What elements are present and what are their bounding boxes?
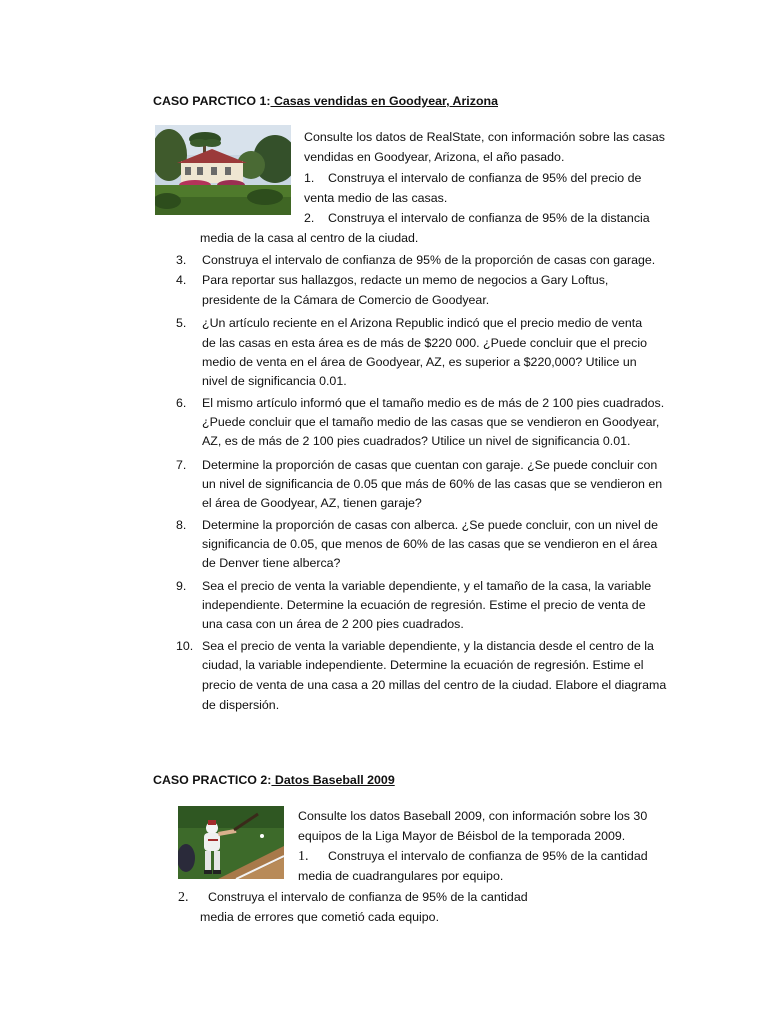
case1-item-7-line-3: el área de Goodyear, AZ, tienen garaje? <box>202 496 422 510</box>
case2-item-1-line-1: Construya el intervalo de confianza de 95% de la cantidad <box>328 849 648 863</box>
case1-item-5-line-1: ¿Un artículo reciente en el Arizona Republic indicó que el precio medio de venta <box>202 316 643 330</box>
case1-item-5-line-3: medio de venta en el área de Goodyear, AZ, es superior a $220,000? Utilice un <box>202 355 637 369</box>
case2-item-1-number: 1. <box>298 849 309 864</box>
case1-item-3-line-1: Construya el intervalo de confianza de 95% de la proporción de casas con garage. <box>202 253 656 267</box>
case1-heading-title: Casas vendidas en Goodyear, Arizona <box>270 94 498 108</box>
case1-item-6-line-1: El mismo artículo informó que el tamaño medio es de más de 2 100 pies cuadrados. <box>202 396 665 410</box>
baseball-photo <box>178 806 284 879</box>
case2-intro-line-2: equipos de la Liga Mayor de Béisbol de la temporada 2009. <box>298 829 626 843</box>
case1-item-10-line-2: ciudad, la variable independiente. Determine la ecuación de regresión. Estime el <box>202 658 644 672</box>
case1-item-9-number: 9. <box>176 579 187 593</box>
house-photo <box>155 125 291 215</box>
case1-item-6-number: 6. <box>176 396 187 410</box>
case2-item-2-number: 2. <box>178 890 189 905</box>
case2-intro-line-1: Consulte los datos Baseball 2009, con información sobre los 30 <box>298 809 648 823</box>
case1-intro-line-1: Consulte los datos de RealState, con información sobre las casas <box>304 130 665 144</box>
case2-item-1 <box>298 846 648 867</box>
case1-item-10-line-4: de dispersión. <box>202 698 280 712</box>
case1-item-10-line-3: precio de venta de una casa a 20 millas del centro de la ciudad. Elabore el diagrama <box>202 678 667 692</box>
case1-item-7-line-2: un nivel de significancia de 0.05 que más de 60% de las casas que se vendieron en <box>202 477 663 491</box>
case2-item-2-line-1: Construya el intervalo de confianza de 95% de la cantidad <box>208 890 528 904</box>
case1-item-7-number: 7. <box>176 458 187 472</box>
case1-item-5-line-2: de las casas en esta área es de más de $220 000. ¿Puede concluir que el precio <box>202 336 647 350</box>
case1-item-10-line-1: Sea el precio de venta la variable dependiente, y la distancia desde el centro de la <box>202 639 654 653</box>
case1-item-9-line-2: independiente. Determine la ecuación de regresión. Estime el precio de venta de <box>202 598 646 612</box>
case1-item-4-number: 4. <box>176 273 187 287</box>
case1-item-2-line-2: media de la casa al centro de la ciudad. <box>200 231 419 245</box>
case2-item-1-line-2: media de cuadrangulares por equipo. <box>298 869 504 883</box>
case1-item-10-number: 10. <box>176 639 194 653</box>
case1-item-5-number: 5. <box>176 316 187 330</box>
case1-item-1-line-2: venta medio de las casas. <box>304 191 448 205</box>
case1-item-2 <box>304 208 650 228</box>
case2-heading-prefix: CASO PRACTICO 2: <box>153 773 272 787</box>
case1-item-4-line-1: Para reportar sus hallazgos, redacte un memo de negocios a Gary Loftus, <box>202 273 609 287</box>
case1-item-8-line-2: significancia de 0.05, que menos de 60% de las casas que se vendieron en el área <box>202 537 658 551</box>
case1-item-1-line-1: Construya el intervalo de confianza de 95% del precio de <box>328 171 642 185</box>
case1-item-9-line-1: Sea el precio de venta la variable dependiente, y el tamaño de la casa, la variable <box>202 579 652 593</box>
case1-item-5-line-4: nivel de significancia 0.01. <box>202 374 347 388</box>
case1-item-2-line-1: Construya el intervalo de confianza de 95% de la distancia <box>328 211 650 225</box>
case1-item-4-line-2: presidente de la Cámara de Comercio de Goodyear. <box>202 293 490 307</box>
case1-item-6-line-3: AZ, es de más de 2 100 pies cuadrados? Utilice un nivel de significancia 0.01. <box>202 434 631 448</box>
case1-intro-line-2: vendidas en Goodyear, Arizona, el año pasado. <box>304 150 565 164</box>
case1-item-8-line-3: de Denver tiene alberca? <box>202 556 341 570</box>
case1-item-6-line-2: ¿Puede concluir que el tamaño medio de las casas que se vendieron en Goodyear, <box>202 415 660 429</box>
case2-heading-title: Datos Baseball 2009 <box>271 773 395 787</box>
case1-item-1-number: 1. <box>304 171 315 185</box>
case2-item-2-line-2: media de errores que cometió cada equipo. <box>200 910 440 924</box>
case1-heading <box>153 92 498 110</box>
case1-item-8-number: 8. <box>176 518 187 532</box>
case1-item-2-number: 2. <box>304 211 315 225</box>
case1-item-3-number: 3. <box>176 253 187 267</box>
case1-item-9-line-3: una casa con un área de 2 200 pies cuadrados. <box>202 617 464 631</box>
case2-heading <box>153 771 395 789</box>
case1-item-7-line-1: Determine la proporción de casas que cuentan con garaje. ¿Se puede concluir con <box>202 458 658 472</box>
case1-heading-prefix: CASO PARCTICO 1: <box>153 94 271 108</box>
case1-item-8-line-1: Determine la proporción de casas con alberca. ¿Se puede concluir, con un nivel de <box>202 518 658 532</box>
case1-item-1 <box>304 168 641 188</box>
case2-item-2 <box>178 887 528 908</box>
